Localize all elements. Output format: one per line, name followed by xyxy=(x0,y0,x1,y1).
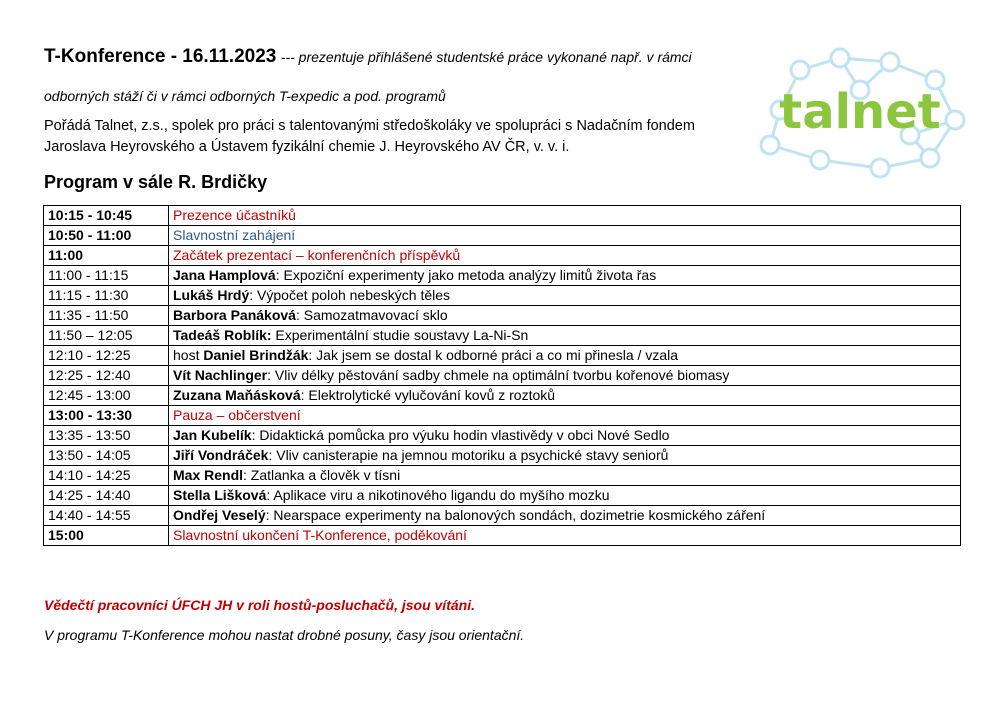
schedule-time: 11:15 - 11:30 xyxy=(44,286,169,306)
schedule-time: 13:00 - 13:30 xyxy=(44,406,169,426)
schedule-item xyxy=(169,446,961,466)
title-description-continued: odborných stáží či v rámci odborných T-expedic a pod. programů xyxy=(44,88,446,104)
schedule-time: 10:15 - 10:45 xyxy=(44,206,169,226)
schedule-row xyxy=(44,506,961,526)
schedule-row xyxy=(44,426,961,446)
title-description: --- prezentuje přihlášené studentské práce vykonané např. v rámci xyxy=(280,49,692,65)
item-text: Pauza – občerstvení xyxy=(173,407,301,423)
item-text: : Jak jsem se dostal k odborné práci a co mi přinesla / vzala xyxy=(308,347,679,363)
item-text: : Didaktická pomůcka pro výuku hodin vlastivědy v obci Nové Sedlo xyxy=(251,427,670,443)
organizer-line-1: Pořádá Talnet, z.s., spolek pro práci s talentovanými středoškoláky ve spolupráci s Nadačním fondem xyxy=(44,118,695,134)
schedule-row xyxy=(44,446,961,466)
molecule-node xyxy=(761,136,779,154)
item-text: Slavnostní zahájení xyxy=(173,227,296,243)
schedule-time: 13:35 - 13:50 xyxy=(44,426,169,446)
schedule-item xyxy=(169,286,961,306)
schedule-row xyxy=(44,366,961,386)
schedule-time: 14:25 - 14:40 xyxy=(44,486,169,506)
document-title-line xyxy=(44,46,744,68)
schedule-time: 13:50 - 14:05 xyxy=(44,446,169,466)
molecule-node xyxy=(811,151,829,169)
item-text: Experimentální studie soustavy La-Ni-Sn xyxy=(271,327,529,343)
schedule-item xyxy=(169,506,961,526)
schedule-item xyxy=(169,266,961,286)
molecule-node xyxy=(881,53,899,71)
schedule-row xyxy=(44,466,961,486)
speaker-name: Max Rendl xyxy=(173,467,244,483)
schedule-row xyxy=(44,486,961,506)
schedule-time: 11:00 xyxy=(44,246,169,266)
schedule-item xyxy=(169,206,961,226)
talnet-logo xyxy=(740,40,980,180)
schedule-row xyxy=(44,246,961,266)
schedule-item xyxy=(169,426,961,446)
schedule-time: 12:25 - 12:40 xyxy=(44,366,169,386)
schedule-row xyxy=(44,526,961,546)
schedule-time: 15:00 xyxy=(44,526,169,546)
schedule-time: 10:50 - 11:00 xyxy=(44,226,169,246)
item-text: Slavnostní ukončení T-Konference, poděkování xyxy=(173,527,467,543)
molecule-node xyxy=(791,61,809,79)
schedule-row xyxy=(44,226,961,246)
schedule-row xyxy=(44,406,961,426)
schedule-item xyxy=(169,466,961,486)
document-title: T-Konference - 16.11.2023 xyxy=(44,46,277,67)
molecule-node xyxy=(871,159,889,177)
schedule-row xyxy=(44,326,961,346)
schedule-row xyxy=(44,286,961,306)
speaker-name: Tadeáš Roblík: xyxy=(173,327,272,343)
organizer-info xyxy=(44,116,734,158)
item-text: : Vliv canisterapie na jemnou motoriku a psychické stavy seniorů xyxy=(268,447,669,463)
organizer-line-2: Jaroslava Heyrovského a Ústavem fyzikální chemie J. Heyrovského AV ČR, v. v. i. xyxy=(44,139,570,155)
speaker-name: Stella Lišková xyxy=(173,487,267,503)
schedule-item xyxy=(169,326,961,346)
item-text: : Vliv délky pěstování sadby chmele na optimální tvorbu kořenové biomasy xyxy=(267,367,730,383)
schedule-item xyxy=(169,246,961,266)
schedule-item xyxy=(169,526,961,546)
speaker-name: Vít Nachlinger xyxy=(173,367,268,383)
item-text: : Zatlanka a člověk v tísni xyxy=(243,467,401,483)
speaker-name: Daniel Brindžák xyxy=(203,347,309,363)
item-text: : Samozatmavovací sklo xyxy=(295,307,448,323)
speaker-name: Ondřej Veselý xyxy=(173,507,266,523)
guest-note: Vědečtí pracovníci ÚFCH JH v roli hostů-posluchačů, jsou vítáni. xyxy=(44,597,475,613)
schedule-time: 12:45 - 13:00 xyxy=(44,386,169,406)
speaker-name: Jan Kubelík xyxy=(173,427,252,443)
speaker-name: Zuzana Maňásková xyxy=(173,387,301,403)
talnet-logo-text: talnet xyxy=(779,84,941,140)
schedule-disclaimer: V programu T-Konference mohou nastat drobné posuny, časy jsou orientační. xyxy=(44,627,525,643)
item-text: : Nearspace experimenty na balonových sondách, dozimetrie kosmického záření xyxy=(265,507,766,523)
schedule-row xyxy=(44,266,961,286)
schedule-item xyxy=(169,486,961,506)
item-text: : Elektrolytické vylučování kovů z roztoků xyxy=(300,387,556,403)
schedule-item xyxy=(169,226,961,246)
schedule-item xyxy=(169,406,961,426)
speaker-name: Lukáš Hrdý xyxy=(173,287,250,303)
item-text: : Výpočet poloh nebeských těles xyxy=(249,287,451,303)
schedule-item xyxy=(169,306,961,326)
schedule-item xyxy=(169,346,961,366)
schedule-time: 11:00 - 11:15 xyxy=(44,266,169,286)
speaker-name: Jana Hamplová xyxy=(173,267,276,283)
speaker-name: Barbora Panáková xyxy=(173,307,296,323)
molecule-node xyxy=(831,49,849,67)
schedule-row xyxy=(44,206,961,226)
schedule-time: 11:50 – 12:05 xyxy=(44,326,169,346)
item-text: : Expoziční experimenty jako metoda analýzy limitů života řas xyxy=(275,267,657,283)
item-text: : Aplikace viru a nikotinového ligandu do myšího mozku xyxy=(266,487,610,503)
molecule-node xyxy=(921,149,939,167)
item-text: Prezence účastníků xyxy=(173,207,296,223)
schedule-row xyxy=(44,346,961,366)
program-heading: Program v sále R. Brdičky xyxy=(44,172,268,192)
schedule-item xyxy=(169,366,961,386)
molecule-node xyxy=(946,111,964,129)
schedule-row xyxy=(44,386,961,406)
schedule-time: 12:10 - 12:25 xyxy=(44,346,169,366)
speaker-name: Jiří Vondráček xyxy=(173,447,269,463)
schedule-item xyxy=(169,386,961,406)
schedule-time: 11:35 - 11:50 xyxy=(44,306,169,326)
item-text: Začátek prezentací – konferenčních příspěvků xyxy=(173,247,461,263)
schedule-time: 14:10 - 14:25 xyxy=(44,466,169,486)
schedule-time: 14:40 - 14:55 xyxy=(44,506,169,526)
schedule-row xyxy=(44,306,961,326)
program-table xyxy=(43,205,961,546)
speaker-prefix: host xyxy=(173,347,204,363)
